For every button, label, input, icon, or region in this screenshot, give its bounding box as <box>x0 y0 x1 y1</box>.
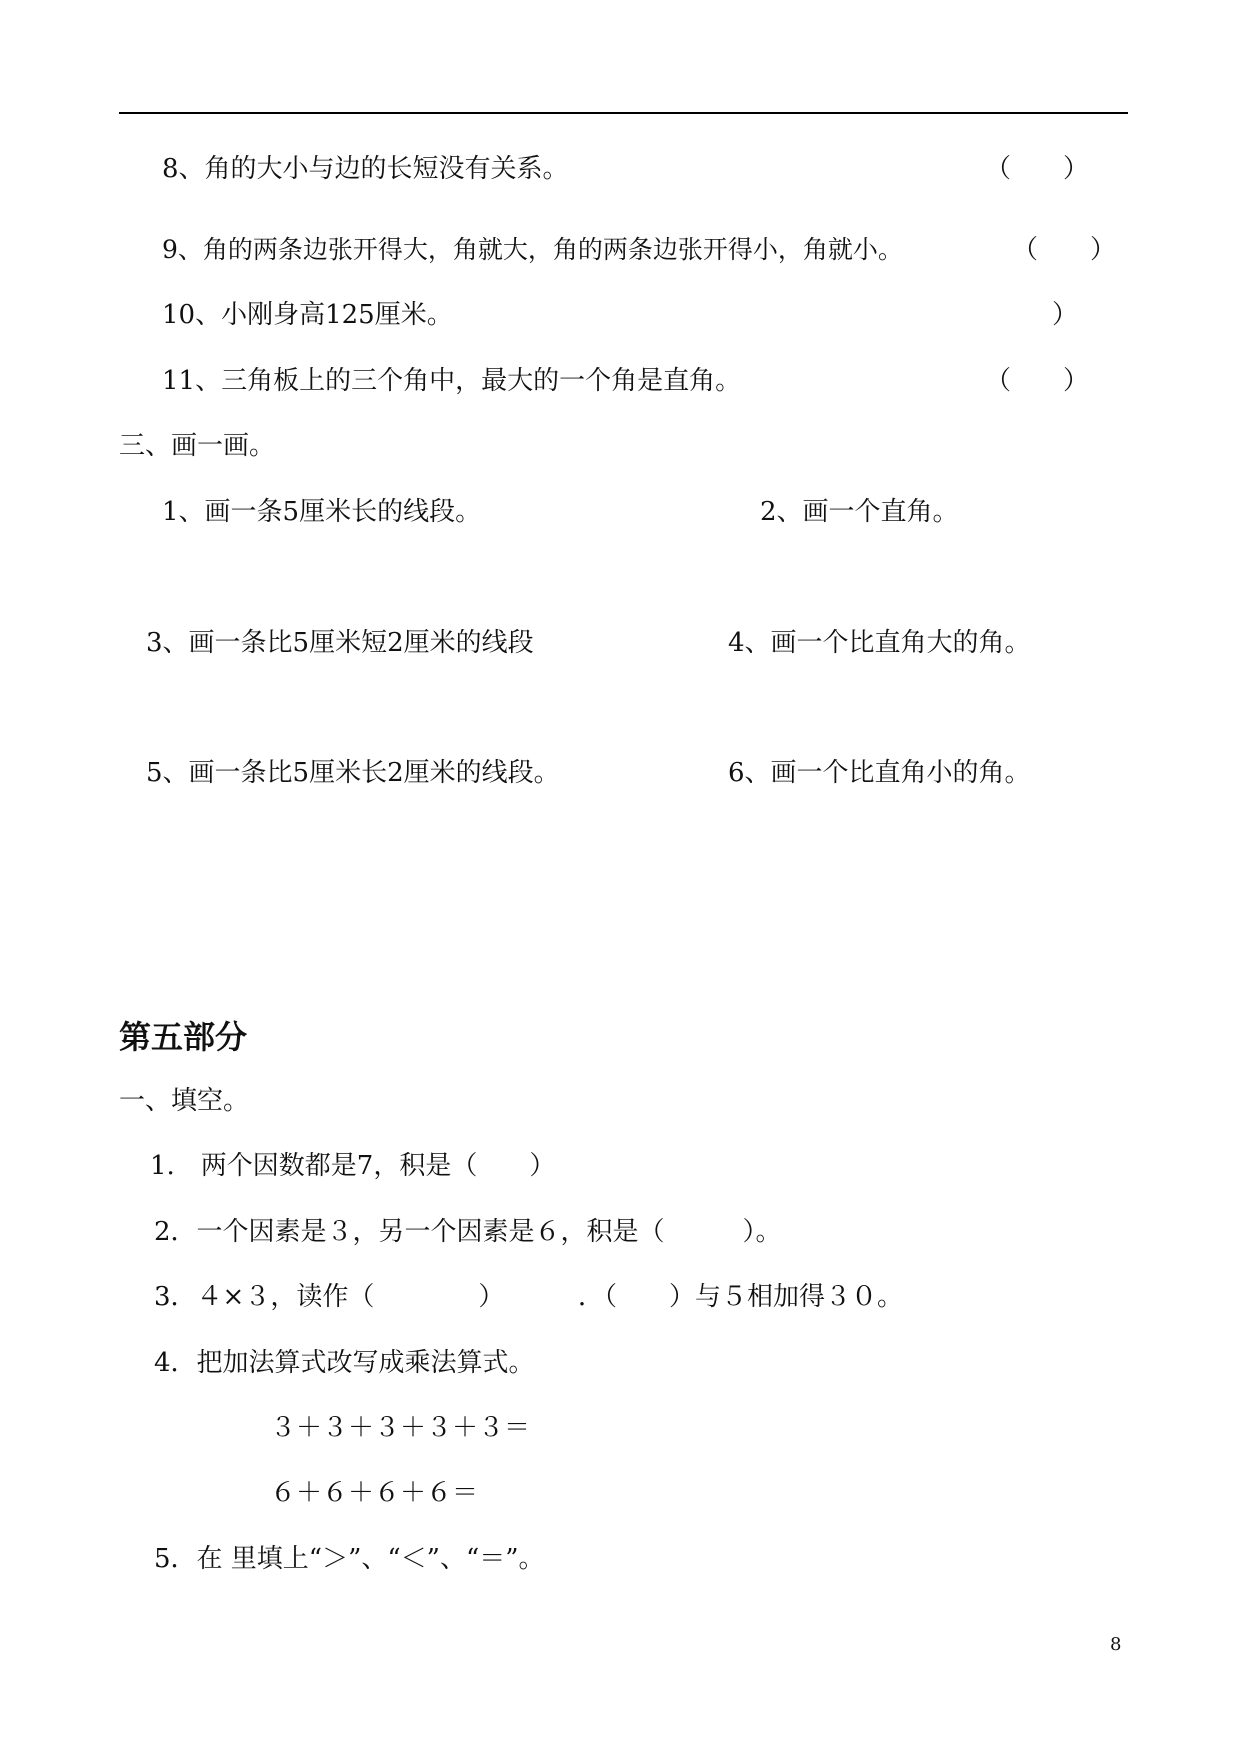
question-8: 8、角的大小与边的长短没有关系。 <box>162 154 569 184</box>
page-number: 8 <box>1110 1634 1122 1655</box>
answer-paren-9: （ ） <box>1012 235 1117 265</box>
question-9: 9、角的两条边张开得大，角就大，角的两条边张开得小，角就小。 <box>162 235 903 264</box>
section-fill-heading: 一、填空。 <box>119 1086 250 1116</box>
draw-item-4: 4、画一个比直角大的角。 <box>728 628 1031 658</box>
draw-item-6: 6、画一个比直角小的角。 <box>728 758 1031 788</box>
fill-item-4: 4．把加法算式改写成乘法算式。 <box>154 1348 535 1378</box>
fill-item-2: 2．一个因素是３，另一个因素是６，积是（ ）。 <box>154 1217 782 1247</box>
fill-item-4-equation-1: ３＋３＋３＋３＋３＝ <box>270 1413 531 1443</box>
draw-item-1: 1、画一条5厘米长的线段。 <box>162 497 482 527</box>
header-rule <box>119 112 1128 114</box>
part-five-title: 第五部分 <box>119 1018 248 1056</box>
answer-paren-10: ） <box>1052 300 1079 330</box>
draw-item-2: 2、画一个直角。 <box>760 497 959 527</box>
question-10: 10、小刚身高125厘米。 <box>162 300 453 330</box>
draw-item-5: 5、画一条比5厘米长2厘米的线段。 <box>146 758 560 788</box>
fill-item-3a: 3．４×３，读作（ ） <box>154 1282 505 1312</box>
fill-item-5: 5．在 里填上“＞”、“＜”、“＝”。 <box>154 1544 545 1574</box>
fill-item-1: 1. 两个因数都是7，积是（ ） <box>150 1151 556 1181</box>
draw-item-3: 3、画一条比5厘米短2厘米的线段 <box>146 628 534 658</box>
section-draw-heading: 三、画一画。 <box>119 431 276 461</box>
question-11: 11、三角板上的三个角中，最大的一个角是直角。 <box>162 366 742 396</box>
fill-item-4-equation-2: ６＋６＋６＋６＝ <box>270 1478 479 1508</box>
answer-paren-11: （ ） <box>985 366 1090 396</box>
fill-item-3b: ．（ ）与５相加得３０。 <box>578 1282 904 1312</box>
answer-paren-8: （ ） <box>985 154 1090 184</box>
